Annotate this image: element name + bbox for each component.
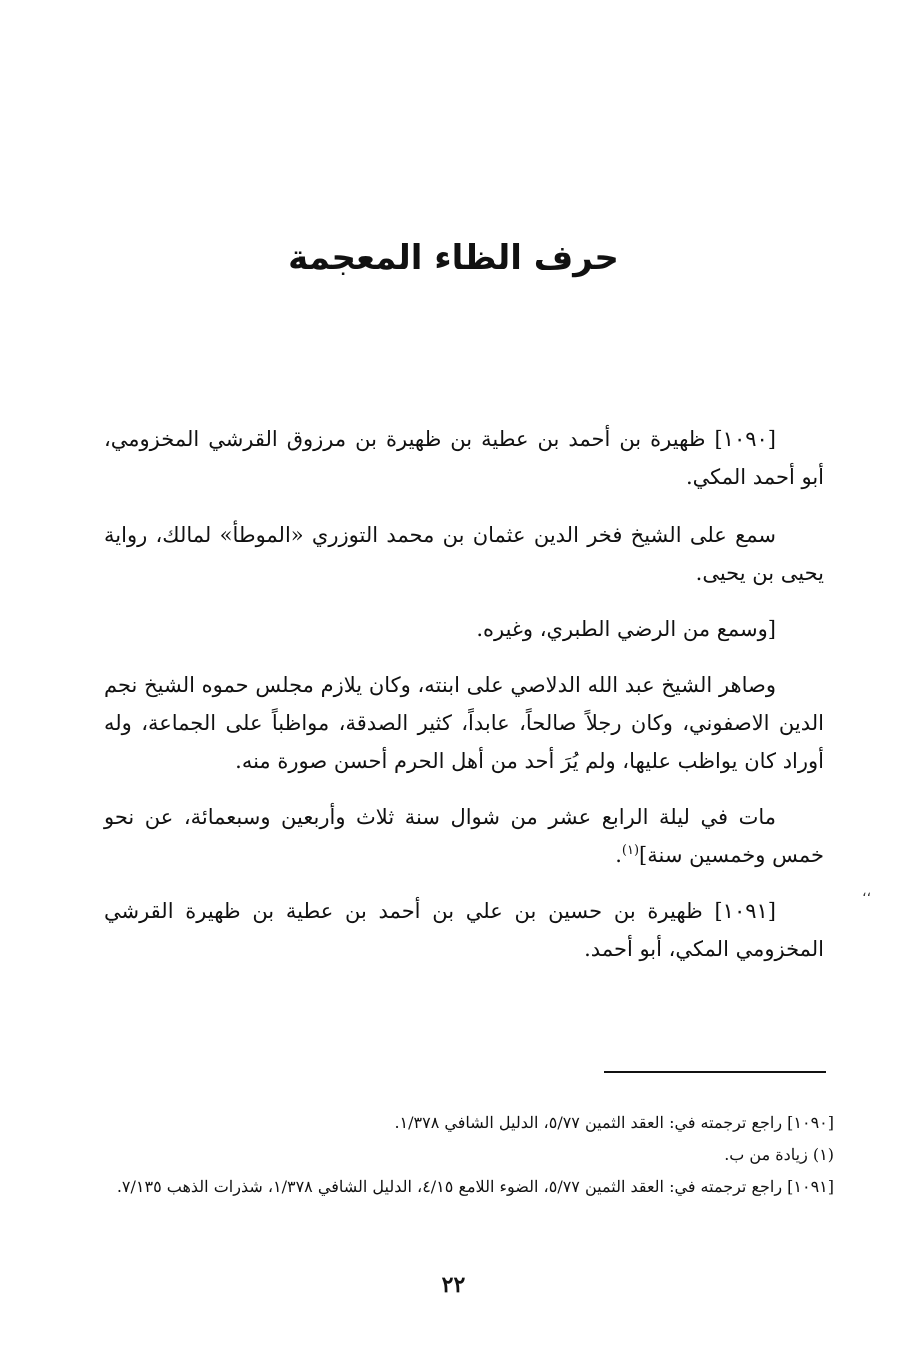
footnote-1091: [١٠٩١] راجع ترجمته في: العقد الثمين ٥/٧٧، الضوء اللامع ٤/١٥، الدليل الشافي ١/٣٧٨، شذرات الذهب ٧/١٣٥. [116,1177,834,1196]
paragraph-death-end: . [615,843,622,867]
chapter-title: حرف الظاء المعجمة [288,238,619,278]
footnotes [112,1108,834,1204]
margin-note: ،، [862,884,872,900]
paragraph-death-text: مات في ليلة الرابع عشر من شوال سنة ثلاث وأربعين وسبعمائة، عن نحو خمس وخمسين سنة] [104,805,824,867]
paragraph-also-heard: [وسمع من الرضي الطبري، وغيره. [476,617,776,641]
paragraph-marriage: وصاهر الشيخ عبد الله الدلاصي على ابنته، وكان يلازم مجلس حموه الشيخ نجم الدين الاصفوني، وكان رجلاً صالحاً، عابداً، كثير الصدقة، مواظباً على الجماعة، وله أوراد كان يواظب عليها، ولم يُرَ أحد من أهل الحرم أحسن صورة منه. [104,673,824,773]
page-number: ٢٢ [441,1272,466,1298]
entry-1091-heading: [١٠٩١] ظهيرة بن حسين بن علي بن أحمد بن عطية بن ظهيرة القرشي المخزومي المكي، أبو أحمد. [104,899,824,961]
footnote-1: (١) زيادة من ب. [724,1145,834,1164]
footnote-reference[interactable]: (١) [621,843,640,858]
main-text [104,420,824,988]
footnote-separator [604,1071,826,1073]
paragraph-death [104,798,824,874]
paragraph-hearing: سمع على الشيخ فخر الدين عثمان بن محمد التوزري «الموطأ» لمالك، رواية يحيى بن يحيى. [104,523,824,585]
footnote-1090: [١٠٩٠] راجع ترجمته في: العقد الثمين ٥/٧٧، الدليل الشافي ١/٣٧٨. [394,1113,834,1132]
entry-1090-heading: [١٠٩٠] ظهيرة بن أحمد بن عطية بن ظهيرة بن مرزوق القرشي المخزومي، أبو أحمد المكي. [104,427,824,489]
